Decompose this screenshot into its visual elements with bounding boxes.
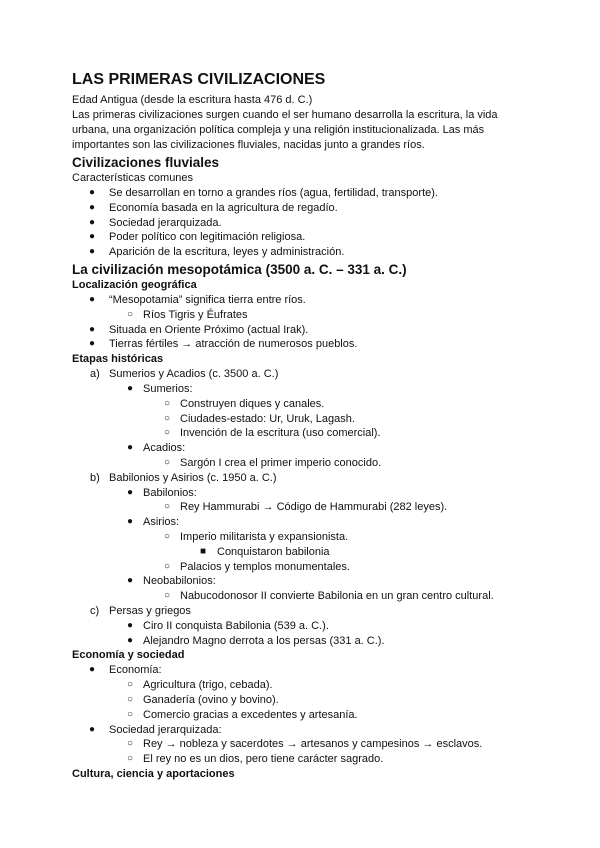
list-item: ○ Sargón I crea el primer imperio conocido. [164, 456, 382, 469]
list-item: ● Poder político con legitimación religiosa. [89, 231, 306, 244]
list-item: ○ Ciudades-estado: Ur, Uruk, Lagash. [164, 412, 355, 425]
list-item: ● Acadios: [127, 442, 186, 455]
circle-bullet-icon: ○ [164, 456, 171, 468]
list-item: ■ Conquistaron babilonia [200, 545, 330, 558]
bullet-icon: ● [127, 382, 134, 394]
heading-cultura: Cultura, ciencia y aportaciones [72, 767, 235, 780]
list-item: ● Situada en Oriente Próximo (actual Irak). [89, 323, 309, 336]
list-item: ● Ciro II conquista Babilonia (539 a. C.). [127, 619, 329, 632]
circle-bullet-icon: ○ [164, 397, 171, 409]
circle-bullet-icon: ○ [164, 560, 171, 572]
circle-bullet-icon: ○ [127, 753, 134, 765]
list-item: ● Sociedad jerarquizada: [89, 723, 222, 736]
bullet-icon: ● [127, 516, 134, 528]
bullet-icon: ● [89, 293, 96, 305]
bullet-icon: ● [127, 486, 134, 498]
list-caracteristicas [72, 186, 532, 260]
list-item: ○ Construyen diques y canales. [164, 397, 325, 410]
heading-localizacion: Localización geográfica [72, 278, 197, 291]
list-localizacion [72, 293, 532, 352]
bullet-icon: ● [89, 187, 96, 198]
list-item: ● Babilonios: [127, 486, 197, 499]
list-item: ○ Ganadería (ovino y bovino). [127, 693, 279, 706]
intro-paragraph: Las primeras civilizaciones surgen cuando el ser humano desarrolla la escritura, la vida urbana, una organización política compleja y una religión institucionalizada. Las más importantes son las civilizaciones fluviales, nacidas junto a grandes ríos. [72, 109, 498, 151]
list-item: ○ Palacios y templos monumentales. [164, 560, 350, 573]
heading-mesopotamia: La civilización mesopotámica (3500 a. C. – 331 a. C.) [72, 261, 407, 277]
list-item: ○ Rey Hammurabi → Código de Hammurabi (282 leyes). [164, 501, 448, 514]
document-title: LAS PRIMERAS CIVILIZACIONES [72, 71, 326, 88]
list-item: ○ Nabucodonosor II convierte Babilonia en un gran centro cultural. [164, 590, 494, 603]
list-item: ○ Ríos Tigris y Éufrates [127, 308, 248, 321]
bullet-icon: ● [89, 246, 96, 258]
list-item: ● Alejandro Magno derrota a los persas (331 a. C.). [127, 634, 385, 647]
subtitle: Edad Antigua (desde la escritura hasta 476 d. C.) [72, 94, 313, 106]
square-bullet-icon: ■ [200, 545, 207, 557]
list-item: ● Economía basada en la agricultura de regadío. [89, 201, 338, 214]
list-item: ● Economía: [89, 664, 162, 677]
list-item: a) Sumerios y Acadios (c. 3500 a. C.) [90, 368, 279, 381]
list-item: ○ Agricultura (trigo, cebada). [127, 679, 273, 692]
label-caracteristicas: Características comunes [72, 172, 194, 184]
list-item: ○ Rey → nobleza y sacerdotes → artesanos y campesinos → esclavos. [127, 738, 483, 751]
list-item: b) Babilonios y Asirios (c. 1950 a. C.) [90, 471, 277, 484]
list-item: ○ Imperio militarista y expansionista. [164, 530, 349, 543]
circle-bullet-icon: ○ [164, 590, 171, 602]
list-item: c) Persas y griegos [90, 604, 191, 617]
circle-bullet-icon: ○ [164, 530, 171, 542]
bullet-icon: ● [89, 338, 96, 350]
heading-economia: Economía y sociedad [72, 649, 185, 662]
list-item: ○ El rey no es un dios, pero tiene carácter sagrado. [127, 753, 384, 766]
circle-bullet-icon: ○ [164, 427, 171, 439]
bullet-icon: ● [89, 231, 96, 243]
bullet-icon: ● [89, 323, 96, 335]
bullet-icon: ● [89, 723, 96, 735]
list-etapas [72, 367, 532, 648]
list-item: ● Sumerios: [127, 382, 193, 395]
bullet-icon: ● [127, 619, 134, 631]
list-item: ○ Comercio gracias a excedentes y artesanía. [127, 708, 358, 721]
list-item: ○ Invención de la escritura (uso comercial). [164, 427, 381, 440]
heading-fluviales: Civilizaciones fluviales [72, 155, 220, 170]
circle-bullet-icon: ○ [164, 501, 171, 513]
circle-bullet-icon: ○ [164, 412, 171, 424]
list-item: ● Se desarrollan en torno a grandes ríos (agua, fertilidad, transporte). [89, 187, 438, 199]
circle-bullet-icon: ○ [127, 708, 134, 720]
list-item: ● Sociedad jerarquizada. [89, 216, 222, 229]
bullet-icon: ● [127, 575, 134, 587]
list-item: ● Aparición de la escritura, leyes y administración. [89, 246, 345, 259]
circle-bullet-icon: ○ [127, 693, 134, 705]
list-item: ● Neobabilonios: [127, 575, 216, 588]
circle-bullet-icon: ○ [127, 308, 134, 320]
bullet-icon: ● [127, 634, 134, 646]
document-page [72, 70, 532, 782]
circle-bullet-icon: ○ [127, 738, 134, 750]
bullet-icon: ● [127, 442, 134, 454]
list-economia [72, 663, 532, 767]
list-item: ● Asirios: [127, 516, 180, 529]
bullet-icon: ● [89, 216, 96, 228]
list-item: ● “Mesopotamia” significa tierra entre ríos. [89, 293, 306, 306]
heading-etapas: Etapas históricas [72, 353, 164, 366]
list-item: ● Tierras fértiles → atracción de numerosos pueblos. [89, 338, 358, 351]
bullet-icon: ● [89, 664, 96, 676]
circle-bullet-icon: ○ [127, 679, 134, 691]
bullet-icon: ● [89, 201, 96, 213]
